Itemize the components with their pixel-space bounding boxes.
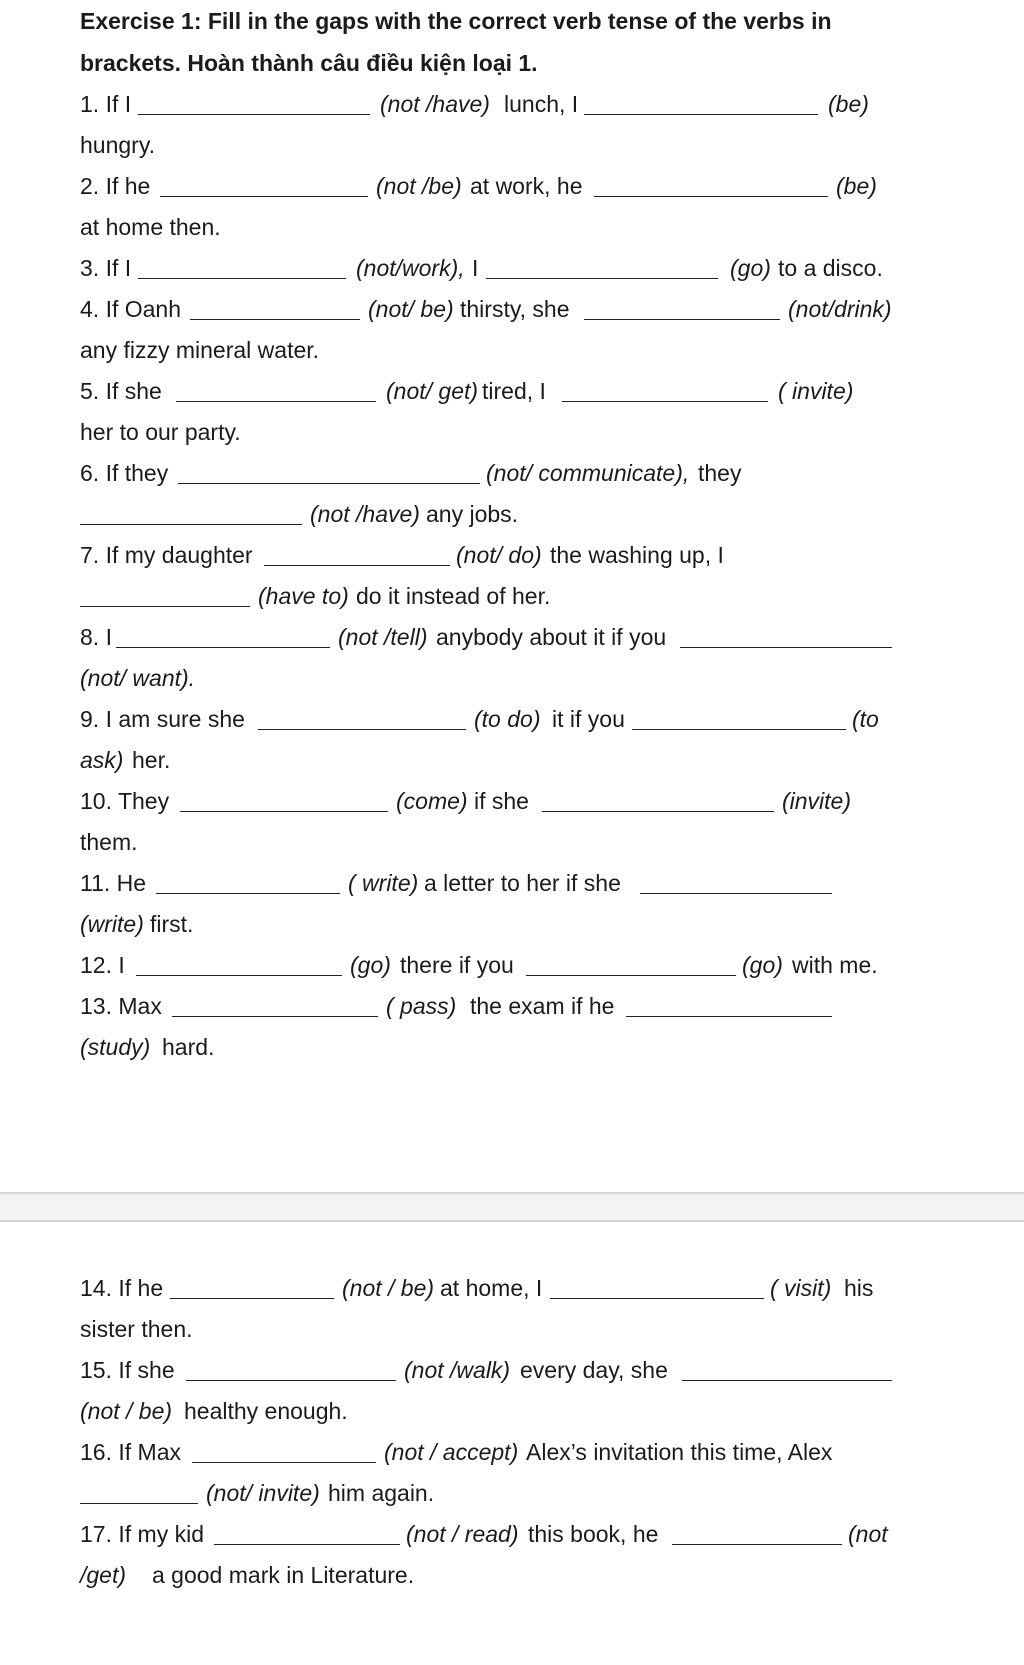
q8-blank-1[interactable] <box>116 647 330 648</box>
q7-verb-2: (have to) <box>258 583 349 609</box>
q4-verb-1: (not/ be) <box>368 296 454 322</box>
q3-verb-1: (not/work), <box>356 255 465 281</box>
q9-text-3: her. <box>132 747 171 773</box>
q13-text: 13. Max <box>80 993 162 1019</box>
q4-text: 4. If Oanh <box>80 296 182 322</box>
q5-verb-2: ( invite) <box>778 378 854 404</box>
q16-verb-1: (not / accept) <box>384 1439 519 1465</box>
q6-verb-2: (not /have) <box>310 501 420 527</box>
q7-text-3: do it instead of her. <box>356 583 551 609</box>
q9-text-2: it if you <box>552 706 625 732</box>
q6-text: 6. If they <box>80 460 169 486</box>
q2-verb-2: (be) <box>836 173 877 199</box>
q17-text: 17. If my kid <box>80 1521 204 1547</box>
q12-text: 12. I <box>80 952 125 978</box>
q14-verb-2: ( visit) <box>770 1275 832 1301</box>
q3-text-3: to a disco. <box>778 255 883 281</box>
q11-blank-2[interactable] <box>640 893 832 894</box>
q11-verb-2: (write) <box>80 911 144 937</box>
q10-text-3: them. <box>80 829 138 855</box>
q10-verb-2: (invite) <box>782 788 852 814</box>
q3-blank-2[interactable] <box>486 278 718 279</box>
q15-blank-1[interactable] <box>186 1380 396 1381</box>
q5-blank-2[interactable] <box>562 401 768 402</box>
q6-blank-2[interactable] <box>80 524 302 525</box>
q3-blank-1[interactable] <box>138 278 346 279</box>
q16-text-3: him again. <box>328 1480 435 1506</box>
q13-blank-1[interactable] <box>172 1016 378 1017</box>
q2-verb-1: (not /be) <box>376 173 462 199</box>
q15-verb-1: (not /walk) <box>404 1357 511 1383</box>
q7-blank-1[interactable] <box>264 565 450 566</box>
q7-verb-1: (not/ do) <box>456 542 542 568</box>
q4-text-2: thirsty, she <box>460 296 570 322</box>
q12-verb-1: (go) <box>350 952 391 978</box>
q6-verb-1: (not/ communicate), <box>486 460 690 486</box>
q9-blank-2[interactable] <box>632 729 846 730</box>
q6-blank-1[interactable] <box>178 483 480 484</box>
exercise-title-line-2: brackets. Hoàn thành câu điều kiện loại 1. <box>80 50 538 76</box>
page-break-divider <box>0 1192 1024 1222</box>
q4-text-3: any fizzy mineral water. <box>80 337 320 363</box>
q10-text: 10. They <box>80 788 170 814</box>
q12-text-2: there if you <box>400 952 514 978</box>
q13-verb-1: ( pass) <box>386 993 457 1019</box>
q4-verb-2: (not/drink) <box>788 296 892 322</box>
q11-blank-1[interactable] <box>156 893 340 894</box>
q5-verb-1: (not/ get) <box>386 378 479 404</box>
q7-blank-2[interactable] <box>80 606 250 607</box>
q15-text: 15. If she <box>80 1357 175 1383</box>
q6-text-2: they <box>698 460 742 486</box>
q8-text-2: anybody about it if you <box>436 624 667 650</box>
q16-text: 16. If Max <box>80 1439 181 1465</box>
q10-text-2: if she <box>474 788 529 814</box>
q3-text-2: I <box>472 255 479 281</box>
q17-blank-2[interactable] <box>672 1544 842 1545</box>
q17-blank-1[interactable] <box>214 1544 400 1545</box>
q15-text-3: healthy enough. <box>184 1398 348 1424</box>
q13-text-2: the exam if he <box>470 993 615 1019</box>
q1-text-2: lunch, I <box>504 91 579 117</box>
q2-text-3: at home then. <box>80 214 221 240</box>
q1-verb-1: (not /have) <box>380 91 490 117</box>
q12-text-3: with me. <box>792 952 878 978</box>
q8-text: 8. I <box>80 624 112 650</box>
q2-blank-2[interactable] <box>594 196 828 197</box>
q4-blank-2[interactable] <box>584 319 780 320</box>
q5-text: 5. If she <box>80 378 162 404</box>
q14-text-4: sister then. <box>80 1316 193 1342</box>
q7-text: 7. If my daughter <box>80 542 253 568</box>
q17-text-2: this book, he <box>528 1521 659 1547</box>
q1-blank-1[interactable] <box>138 114 370 115</box>
q12-verb-2: (go) <box>742 952 783 978</box>
q10-blank-1[interactable] <box>180 811 388 812</box>
q15-blank-2[interactable] <box>682 1380 892 1381</box>
q17-verb-1: (not / read) <box>406 1521 519 1547</box>
q1-verb-2: (be) <box>828 91 869 117</box>
q14-text-2: at home, I <box>440 1275 543 1301</box>
q9-verb-1: (to do) <box>474 706 541 732</box>
q7-text-2: the washing up, I <box>550 542 724 568</box>
q8-verb-2: (not/ want). <box>80 665 196 691</box>
q9-verb-2a: (to <box>852 706 879 732</box>
q13-verb-2: (study) <box>80 1034 151 1060</box>
q9-verb-2b: ask) <box>80 747 124 773</box>
q12-blank-2[interactable] <box>526 975 736 976</box>
q5-text-2: tired, I <box>482 378 546 404</box>
q14-verb-1: (not / be) <box>342 1275 435 1301</box>
q9-blank-1[interactable] <box>258 729 466 730</box>
q17-text-3: a good mark in Literature. <box>152 1562 415 1588</box>
q11-text-3: first. <box>150 911 194 937</box>
q8-blank-2[interactable] <box>680 647 892 648</box>
q16-blank-1[interactable] <box>192 1462 376 1463</box>
q4-blank-1[interactable] <box>190 319 360 320</box>
q10-verb-1: (come) <box>396 788 468 814</box>
q5-text-3: her to our party. <box>80 419 241 445</box>
q3-verb-2: (go) <box>730 255 771 281</box>
q1-blank-2[interactable] <box>584 114 818 115</box>
q11-verb-1: ( write) <box>348 870 419 896</box>
q11-text-2: a letter to her if she <box>424 870 621 896</box>
q10-blank-2[interactable] <box>542 811 774 812</box>
q1-text: 1. If I <box>80 91 132 117</box>
q16-blank-2[interactable] <box>80 1503 198 1504</box>
q15-text-2: every day, she <box>520 1357 668 1383</box>
q9-text: 9. I am sure she <box>80 706 245 732</box>
q1-text-3: hungry. <box>80 132 156 158</box>
q12-blank-1[interactable] <box>136 975 342 976</box>
q3-text: 3. If I <box>80 255 132 281</box>
q2-text: 2. If he <box>80 173 151 199</box>
q14-blank-1[interactable] <box>170 1298 334 1299</box>
q16-text-2: Alex’s invitation this time, Alex <box>526 1439 833 1465</box>
q2-blank-1[interactable] <box>160 196 368 197</box>
q14-text: 14. If he <box>80 1275 164 1301</box>
q15-verb-2: (not / be) <box>80 1398 173 1424</box>
q16-verb-2: (not/ invite) <box>206 1480 320 1506</box>
exercise-title-line-1: Exercise 1: Fill in the gaps with the correct verb tense of the verbs in <box>80 8 832 34</box>
q2-text-2: at work, he <box>470 173 583 199</box>
q5-blank-1[interactable] <box>176 401 376 402</box>
q14-text-3: his <box>844 1275 874 1301</box>
q13-blank-2[interactable] <box>626 1016 832 1017</box>
q6-text-3: any jobs. <box>426 501 519 527</box>
q8-verb-1: (not /tell) <box>338 624 428 650</box>
q13-text-3: hard. <box>162 1034 215 1060</box>
q14-blank-2[interactable] <box>550 1298 764 1299</box>
q17-verb-2a: (not <box>848 1521 888 1547</box>
q11-text: 11. He <box>80 870 147 896</box>
q17-verb-2b: /get) <box>80 1562 127 1588</box>
